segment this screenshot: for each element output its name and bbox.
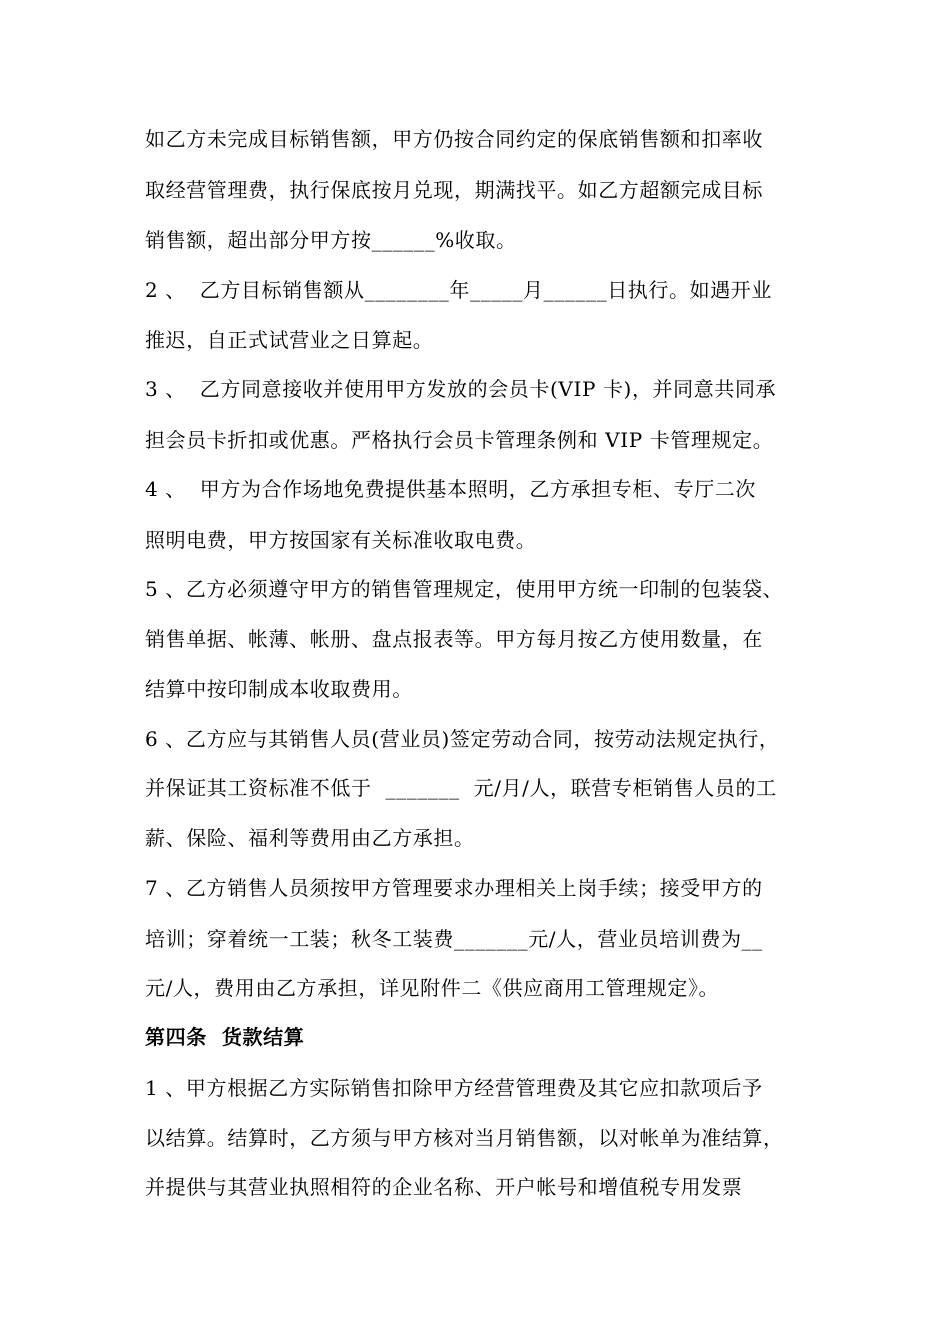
- body-text-line: 并保证其工资标准不低于 _______ 元/月/人，联营专柜销售人员的工: [145, 776, 777, 800]
- section-heading: 第四条 货款结算: [145, 1025, 305, 1049]
- clause-6-line: 6 、乙方应与其销售人员(营业员)签定劳动合同，按劳动法规定执行，: [145, 727, 780, 751]
- clause-7-line: 7 、乙方销售人员须按甲方管理要求办理相关上岗手续；接受甲方的: [145, 876, 763, 900]
- body-text-line: 销售单据、帐薄、帐册、盘点报表等。甲方每月按乙方使用数量，在: [145, 627, 763, 651]
- body-text-line: 元/人，费用由乙方承担，详见附件二《供应商用工管理规定》。: [145, 976, 720, 1000]
- body-text-line: 照明电费，甲方按国家有关标准收取电费。: [145, 528, 537, 552]
- body-text-line: 担会员卡折扣或优惠。严格执行会员卡管理条例和 VIP 卡管理规定。: [145, 428, 774, 452]
- body-text-line: 并提供与其营业执照相符的企业名称、开户帐号和增值税专用发票: [145, 1175, 743, 1199]
- clause-1-line: 1 、甲方根据乙方实际销售扣除甲方经营管理费及其它应扣款项后予: [145, 1076, 763, 1100]
- body-text-line: 销售额，超出部分甲方按______%收取。: [145, 228, 517, 252]
- body-text-line: 培训；穿着统一工装；秋冬工装费_______元/人，营业员培训费为__: [145, 927, 763, 951]
- clause-3-line: 3 、 乙方同意接收并使用甲方发放的会员卡(VIP 卡)，并同意共同承: [145, 377, 777, 401]
- body-text-line: 推迟，自正式试营业之日算起。: [145, 328, 434, 352]
- body-text-line: 以结算。结算时，乙方须与甲方核对当月销售额，以对帐单为准结算，: [145, 1126, 784, 1150]
- clause-5-line: 5 、乙方必须遵守甲方的销售管理规定，使用甲方统一印制的包装袋、: [145, 577, 784, 601]
- clause-4-line: 4 、 甲方为合作场地免费提供基本照明，乙方承担专柜、专厅二次: [145, 477, 756, 501]
- body-text-line: 如乙方未完成目标销售额，甲方仍按合同约定的保底销售额和扣率收: [145, 127, 763, 151]
- body-text-line: 薪、保险、福利等费用由乙方承担。: [145, 826, 475, 850]
- body-text-line: 取经营管理费，执行保底按月兑现，期满找平。如乙方超额完成目标: [145, 178, 763, 202]
- body-text-line: 结算中按印制成本收取费用。: [145, 677, 413, 701]
- clause-2-line: 2 、 乙方目标销售额从________年_____月______日执行。如遇开业: [145, 278, 772, 302]
